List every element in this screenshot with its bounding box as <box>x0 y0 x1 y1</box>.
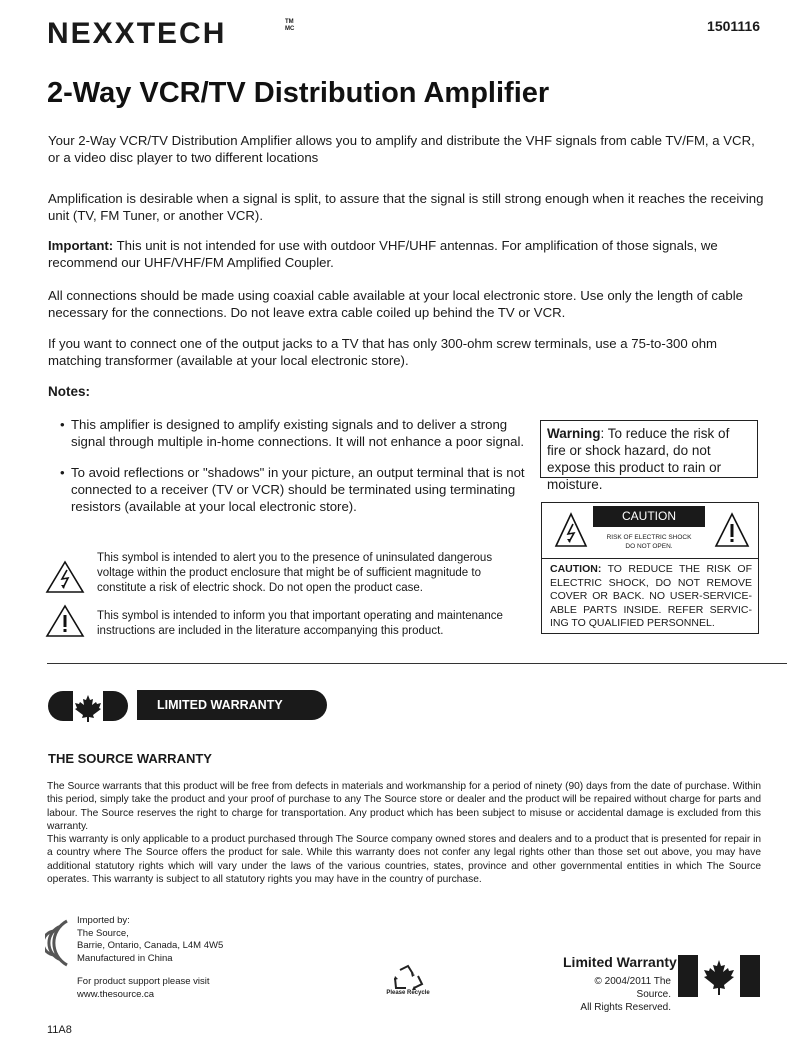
note-item <box>60 416 530 450</box>
exclamation-triangle-icon <box>714 511 750 549</box>
connections-paragraph: All connections should be made using coaxial cable available at your local electronic store. Use only the length of cable necessary for the connections. Do not leave extra cable coiled up behind the TV or VCR. <box>48 288 743 320</box>
exclamation-triangle-icon <box>45 604 85 638</box>
caution-text <box>550 563 752 631</box>
lightning-triangle-icon <box>554 511 588 549</box>
recycle-label: Please Recycle <box>386 990 430 996</box>
notes-heading: Notes: <box>48 384 91 399</box>
instructions-symbol-text: This symbol is intended to inform you that important operating and maintenance instructions are included in the literature accompanying this product. <box>97 610 503 637</box>
caution-subtext: RISK OF ELECTRIC SHOCK DO NOT OPEN. <box>606 534 692 550</box>
bullet-dot: • <box>60 465 65 480</box>
canadian-flag-icon <box>47 690 129 722</box>
caution-body: TO REDUCE THE RISK OF ELECTRIC SHOCK, DO NOT REMOVE COVER OR BACK. NO USER-SERVICE-ABLE PARTS INSIDE. REFER SERVIC-ING TO QUALIFIED PERSONNEL. <box>550 563 752 629</box>
warning-box <box>540 420 758 492</box>
footer-code: 11A8 <box>47 1024 72 1036</box>
document-number: 1501116 <box>707 18 760 34</box>
canadian-flag-icon <box>678 955 760 997</box>
warranty-paragraph-1: The Source warrants that this product will be free from defects in materials and workmanship for a period of ninety (90) days from the date of purchase. Within this period, simply take the product and your proof of purchase to any The Source store or dealer and the product will be repaired without charge for parts and labour. The Source reserves the right to charge for transportation. Any product which has been subject to misuse or accidental damage is excluded from this warranty. <box>47 781 761 832</box>
note-item <box>60 464 530 515</box>
manufactured-in: Manufactured in China <box>77 953 173 964</box>
importer-info: Imported by: The Source, Barrie, Ontario, Canada, L4M 4W5 <box>77 915 224 951</box>
recycle-icon <box>386 962 430 1002</box>
source-logo-icon <box>45 918 71 968</box>
warning-label: Warning <box>547 426 601 441</box>
caution-bar: CAUTION <box>593 506 705 527</box>
limited-warranty-footer: Limited Warranty <box>563 954 677 970</box>
trademark-mark: TM MC <box>285 19 295 32</box>
caution-header <box>542 503 758 559</box>
important-paragraph <box>48 237 764 271</box>
section-divider <box>47 663 787 664</box>
note-text: This amplifier is designed to amplify existing signals and to deliver a strong signal through multiple in-home connections. It will not enhance a poor signal. <box>71 417 525 449</box>
caution-box <box>541 502 759 634</box>
important-label: Important: <box>48 238 114 253</box>
page-title: 2-Way VCR/TV Distribution Amplifier <box>47 77 550 109</box>
note-text: To avoid reflections or "shadows" in your picture, an output terminal that is not connected to a receiver (TV or VCR) should be terminated using terminating resistors (available at your local electronic store). <box>71 465 525 514</box>
limited-warranty-banner: LIMITED WARRANTY <box>137 690 327 720</box>
copyright: © 2004/2011 The Source. All Rights Reserved. <box>580 976 671 1013</box>
lightning-triangle-icon <box>45 560 85 594</box>
warning-text: : To reduce the risk of fire or shock hazard, do not expose this product to rain or moisture. <box>547 426 730 492</box>
caution-label: CAUTION: <box>550 563 602 575</box>
brand-logo: NEXXTECH <box>47 17 227 50</box>
intro-paragraph-1: Your 2-Way VCR/TV Distribution Amplifier allows you to amplify and distribute the VHF signals from cable TV/FM, a VCR, or a video disc player to two different locations <box>48 133 755 165</box>
transformer-paragraph: If you want to connect one of the output jacks to a TV that has only 300-ohm screw terminals, use a 75-to-300 ohm matching transformer (available at your local electronic store). <box>48 336 718 368</box>
bullet-dot: • <box>60 417 65 432</box>
intro-paragraph-2: Amplification is desirable when a signal is split, to assure that the signal is still strong enough when it reaches the receiving unit (TV, FM Tuner, or another VCR). <box>48 191 764 223</box>
support-info: For product support please visit www.thesource.ca <box>77 976 210 1000</box>
important-text: This unit is not intended for use with outdoor VHF/UHF antennas. For amplification of those signals, we recommend our UHF/VHF/FM Amplified Coupler. <box>48 238 718 270</box>
source-warranty-title: THE SOURCE WARRANTY <box>48 751 212 766</box>
shock-symbol-text: This symbol is intended to alert you to the presence of uninsulated dangerous voltage within the product enclosure that might be of sufficient magnitude to constitute a risk of electric shock. Do not open the product case. <box>97 552 493 594</box>
warranty-paragraph-2: This warranty is only applicable to a product purchased through The Source company owned stores and dealers and to a product that is presented for repair in a country where The Source offers the product for sale. While this warranty does not confer any legal rights other than those set out above, you may have additional statutory rights which will vary under the laws of the various countries, states, province and other governmental entities in which The Source operates. This warranty is subject to all statutory rights you may have in the country of purchase. <box>47 834 761 885</box>
